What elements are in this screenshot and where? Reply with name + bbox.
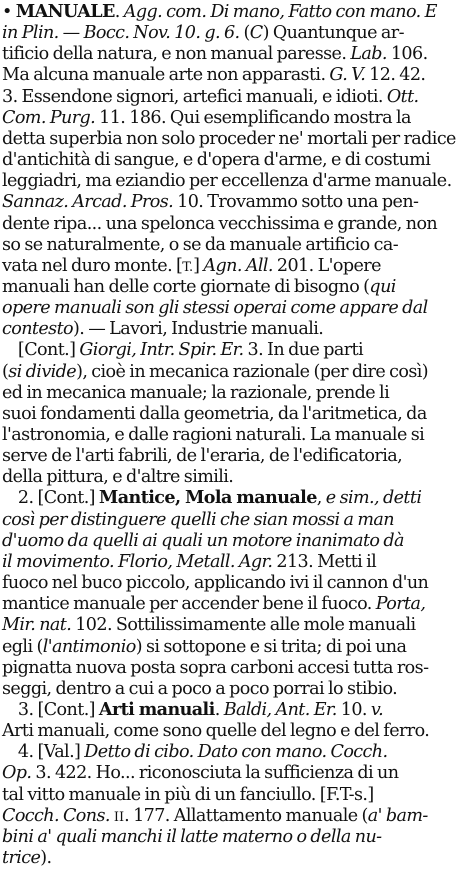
- citation-text: Op.: [2, 763, 32, 784]
- citation-text: Lab.: [350, 44, 387, 65]
- text-line: [2, 572, 471, 594]
- text-line: [2, 107, 471, 129]
- text-line: [2, 593, 471, 615]
- body-text: pignatta nuova posta sopra carboni accesi tutta ros-: [2, 657, 429, 678]
- citation-text: a' bam-: [367, 805, 428, 826]
- citation-text: e sim., detti: [325, 488, 422, 509]
- text-line: [2, 784, 471, 806]
- citation-text: trice: [2, 848, 41, 868]
- body-text: Ma alcuna manuale arte non apparasti.: [2, 65, 330, 86]
- body-text: 3. 422. Ho... riconosciuta la sufficienza di un: [31, 763, 399, 784]
- text-line: [2, 276, 471, 298]
- citation-text: C: [249, 23, 263, 44]
- text-line: [2, 826, 471, 848]
- citation-text: Sannaz. Arcad. Pros.: [2, 192, 174, 213]
- body-text: •: [2, 2, 16, 22]
- body-text: ) Quantunque ar-: [262, 23, 404, 44]
- text-line: [2, 43, 471, 65]
- text-line: [2, 234, 471, 256]
- citation-text: Detto di cibo. Dato con mano. Cocch.: [84, 742, 388, 763]
- text-line: [2, 318, 471, 340]
- citation-text: contesto: [2, 319, 74, 340]
- text-line: [2, 551, 471, 573]
- text-line: [2, 1, 471, 23]
- text-line: [2, 741, 471, 763]
- body-text: (: [2, 361, 9, 382]
- body-text: 11. 186. Qui esemplificando mostra la: [95, 107, 411, 128]
- text-line: [2, 86, 471, 108]
- body-text: .: [214, 699, 224, 720]
- body-text: . 177. Allattamento manuale (: [124, 805, 368, 826]
- citation-text: l'antimonio: [42, 636, 136, 657]
- body-text: Arti manuali, come sono quelle del legno e del ferro.: [2, 721, 430, 742]
- body-text: ) si sottopone e si trita; di poi una: [135, 636, 407, 657]
- headword-text: Mantice, Mola manuale: [98, 487, 317, 509]
- body-text: so se naturalmente, o se da manuale artificio ca-: [2, 234, 399, 255]
- body-text: 10. Trovammo sotto una pen-: [173, 192, 419, 213]
- text-line: [2, 847, 471, 869]
- text-line: [2, 297, 471, 319]
- citation-text: Florio, Metall. Agr.: [118, 551, 273, 572]
- text-line: [2, 424, 471, 446]
- body-text: leggiadri, ma eziandio per eccellenza d'arme manuale.: [2, 171, 452, 192]
- citation-text: Mir. nat.: [2, 615, 72, 636]
- body-text: dente ripa... una spelonca vecchissima e grande, non: [2, 213, 438, 234]
- text-line: [2, 699, 471, 721]
- citation-text: Agn. All.: [203, 255, 273, 276]
- body-text: d'antichità di sangue, e d'opera d'arme, e di costumi: [2, 150, 431, 171]
- body-text: tal vitto manuale in più di un fanciullo. [F.T-s.]: [2, 784, 374, 805]
- citation-text: G. V.: [329, 65, 366, 86]
- body-text: tificio della natura, e non manual paresse.: [2, 44, 351, 65]
- text-line: [2, 720, 471, 742]
- text-line: [2, 64, 471, 86]
- body-text: T.: [182, 259, 194, 275]
- text-line: [2, 445, 471, 467]
- body-text: 10.: [336, 699, 371, 720]
- text-line: [2, 466, 471, 488]
- body-text: —: [58, 23, 84, 44]
- citation-text: Bocc. Nov. 10. g. 6.: [83, 23, 240, 44]
- text-line: [2, 361, 471, 383]
- body-text: 2. [Cont.]: [2, 488, 99, 509]
- body-text: detta superbia non solo proceder ne' mortali per radice: [2, 128, 456, 149]
- body-text: 12. 42.: [365, 65, 426, 86]
- text-line: [2, 382, 471, 404]
- body-text: della pittura, e d'altre simili.: [2, 467, 234, 488]
- body-text: 3. [Cont.]: [2, 699, 99, 720]
- text-line: [2, 213, 471, 235]
- citation-text: qui: [369, 276, 396, 297]
- body-text: ,: [316, 488, 326, 509]
- body-text: II: [113, 809, 125, 825]
- body-text: serve de l'arti fabrili, de l'eraria, de l'edificatoria,: [2, 446, 403, 467]
- citation-text: così per distinguere quelli che sian mossi a man: [2, 509, 395, 530]
- body-text: ed in mecanica manuale; la razionale, prende li: [2, 382, 390, 403]
- body-text: .: [114, 2, 124, 22]
- text-line: [2, 678, 471, 700]
- headword-text: MANUALE: [15, 1, 115, 22]
- citation-text: bini a' quali manchi il latte materno o della nu-: [2, 826, 382, 847]
- citation-text: il movimento.: [2, 551, 115, 572]
- headword-text: Arti manuali: [98, 698, 215, 720]
- citation-text: Ott.: [386, 86, 419, 107]
- body-text: 4. [Val.]: [2, 742, 85, 763]
- body-text: ), cioè in mecanica razionale (per dire così): [76, 361, 429, 382]
- body-text: 3. Essendone signori, artefici manuali, e idioti.: [2, 86, 387, 107]
- body-text: vata nel duro monte. [: [2, 255, 183, 276]
- text-line: [2, 170, 471, 192]
- body-text: mantice manuale per accender bene il fuoco.: [2, 594, 376, 615]
- body-text: 201. L'opere: [272, 255, 381, 276]
- body-text: l'astronomia, e dalle ragioni naturali. La manuale si: [2, 425, 425, 445]
- text-line: [2, 149, 471, 171]
- citation-text: d'uomo da quelli ai quali un motore inanimato dà: [2, 530, 404, 551]
- text-line: [2, 509, 471, 531]
- citation-text: Porta,: [375, 594, 426, 615]
- body-text: manuali han delle corte giornate di bisogno (: [2, 276, 370, 297]
- body-text: seggi, dentro a cui a poco a poco porrai lo stibio.: [2, 678, 398, 699]
- citation-text: opere manuali son gli stessi operai come appare dal: [2, 298, 428, 319]
- body-text: 106.: [386, 44, 428, 65]
- citation-text: Com. Purg.: [2, 107, 96, 128]
- text-line: [2, 22, 471, 44]
- body-text: suoi fondamenti dalla geometria, da l'aritmetica, da: [2, 403, 427, 424]
- citation-text: v.: [370, 699, 384, 720]
- citation-text: si divide: [8, 361, 77, 382]
- body-text: 3. In due parti: [243, 340, 363, 361]
- body-text: 102. Sottilissimamente alle mole manuali: [71, 615, 416, 636]
- body-text: ). — Lavori, Industrie manuali.: [73, 319, 324, 340]
- text-line: [2, 339, 471, 361]
- text-line: [2, 530, 471, 552]
- text-line: [2, 403, 471, 425]
- text-line: [2, 636, 471, 658]
- text-line: [2, 657, 471, 679]
- body-text: ).: [40, 848, 52, 868]
- text-line: [2, 614, 471, 636]
- text-line: [2, 487, 471, 509]
- citation-text: Giorgi, Intr. Spir. Er.: [79, 340, 244, 361]
- body-text: 213. Metti il: [272, 551, 377, 572]
- text-line: [2, 762, 471, 784]
- body-text: (: [239, 23, 250, 44]
- text-line: [2, 128, 471, 150]
- body-text: ]: [193, 255, 204, 276]
- body-text: [Cont.]: [2, 340, 80, 361]
- body-text: egli (: [2, 636, 43, 657]
- citation-text: Agg. com. Di mano, Fatto con mano. E: [123, 2, 437, 22]
- citation-text: Baldi, Ant. Er.: [223, 699, 337, 720]
- body-text: fuoco nel buco piccolo, applicando ivi il cannon d'un: [2, 573, 429, 594]
- citation-text: Cocch. Cons.: [2, 805, 110, 826]
- text-line: [2, 191, 471, 213]
- citation-text: in Plin.: [2, 23, 59, 44]
